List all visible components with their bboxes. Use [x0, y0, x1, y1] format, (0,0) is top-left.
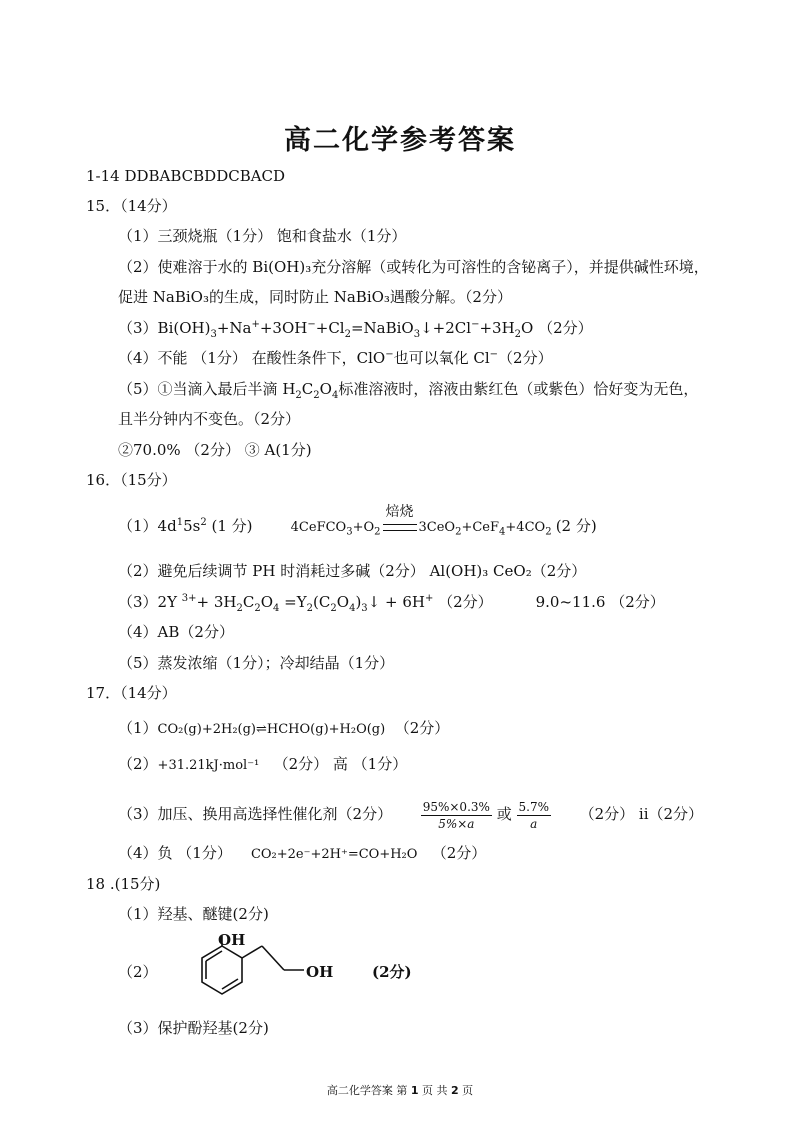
q16-line-5: （5）蒸发浓缩（1分）；冷却结晶（1分）	[118, 654, 395, 672]
reaction-condition: 焙烧	[385, 504, 414, 520]
q15-line-6: （5）①当滴入最后半滴 $H_2C_2O_4$标准溶液时，溶液由紫红色（或紫色）恰好变为无色，	[118, 380, 699, 401]
q16-equation: $4CeFCO_3+O_2$ 焙烧 $3CeO_2+CeF_4+4CO_2$	[290, 504, 552, 538]
q17-enthalpy: +31.21kJ·mol⁻¹	[157, 758, 260, 773]
q18-line-2-prefix: （2）	[118, 963, 158, 981]
q18-line-2-score: (2分)	[372, 963, 412, 981]
q18-line-3: （3）保护酚羟基(2分)	[118, 1019, 269, 1037]
q15-line-5: （4）不能 （1分） 在酸性条件下，ClO−也可以氧化 Cl−（2分）	[118, 349, 553, 367]
q17-line-4: （4）负 （1分） CO₂+2e⁻+2H⁺=CO+H₂O （2分）	[118, 844, 487, 862]
q15-line-8: ②70.0% （2分） ③ A(1分)	[118, 441, 312, 459]
benzene-ring	[202, 946, 242, 994]
q17-fraction-1: $\frac{95\%\times 0.3\%}{5\%\times a}$	[422, 799, 490, 831]
q17-line-1: （1）CO₂(g)+2H₂(g)⇌HCHO(g)+H₂O(g) （2分）	[118, 719, 450, 737]
q15-line-2: （2）使难溶于水的 Bi(OH)₃充分溶解（或转化为可溶性的含铋离子），并提供碱性环境，	[118, 258, 709, 276]
q15-line-1: （1）三颈烧瓶（1分） 饱和食盐水（1分）	[118, 227, 407, 245]
q15-line-4: $(3)Bi(OH)_3+Na^++3OH^-+Cl_2=NaBiO_3↓+2Cl^-+3H_2O$ （2分）	[118, 319, 593, 340]
q17-header: 17．（14分）	[86, 684, 177, 702]
q15-header: 15．（14分）	[86, 197, 177, 215]
q16-line-1: $(1)4d^15s^2$ (1 分) $4CeFCO_3+O_2$ 焙烧 $3CeO_2+CeF_4+4CO_2$ (2 分)	[118, 504, 597, 538]
q17-line-2: （2）+31.21kJ·mol⁻¹ （2分） 高 （1分）	[118, 755, 408, 773]
q18-header: 18 .(15分)	[86, 875, 161, 893]
q17-fraction-2: $\frac{5.7\%}{a}$	[518, 799, 549, 831]
q17-equation-1: CO₂(g)+2H₂(g)⇌HCHO(g)+H₂O(g)	[157, 722, 386, 737]
page-total: 2	[451, 1084, 459, 1097]
oh-label-side: OH	[306, 963, 334, 981]
q16-line-3: （3）2Y $^{3+}+ 3H_2C_2O_4$ $=Y_2(C_2O_4)_3↓ + 6H^+$ （2分） 9.0~11.6 （2分）	[118, 593, 665, 614]
oh-label-top: OH	[218, 931, 246, 949]
page-number: 1	[410, 1084, 419, 1097]
q15-line-3: 促进 NaBiO₃的生成，同时防止 NaBiO₃遇酸分解。（2分）	[118, 288, 512, 306]
q15-line-7: 且半分钟内不变色。（2分）	[118, 410, 301, 428]
q17-equation-4: CO₂+2e⁻+2H⁺=CO+H₂O	[250, 847, 418, 862]
q18-line-1: （1）羟基、醚键(2分)	[118, 905, 269, 923]
page-footer: 高二化学答案 第 1 页 共 2 页	[326, 1084, 474, 1097]
page-title: 高二化学参考答案	[284, 125, 516, 156]
mcq-answers: 1-14 DDBABCBDDCBACD	[86, 167, 286, 185]
q17-line-3: （3）加压、换用高选择性催化剂（2分） $\frac{95\%\times 0.3\%}{5\%\times a}$ 或 $\frac{5.7\%}{a}$ （2分） ii（2分）	[118, 799, 704, 831]
q16-header: 16．（15分）	[86, 471, 177, 489]
q16-line-2: （2）避免后续调节 PH 时消耗过多碱（2分） Al(OH)₃ CeO₂（2分）	[118, 562, 587, 580]
reaction-arrow	[381, 504, 419, 538]
q16-line-4: （4）AB（2分）	[118, 623, 234, 641]
